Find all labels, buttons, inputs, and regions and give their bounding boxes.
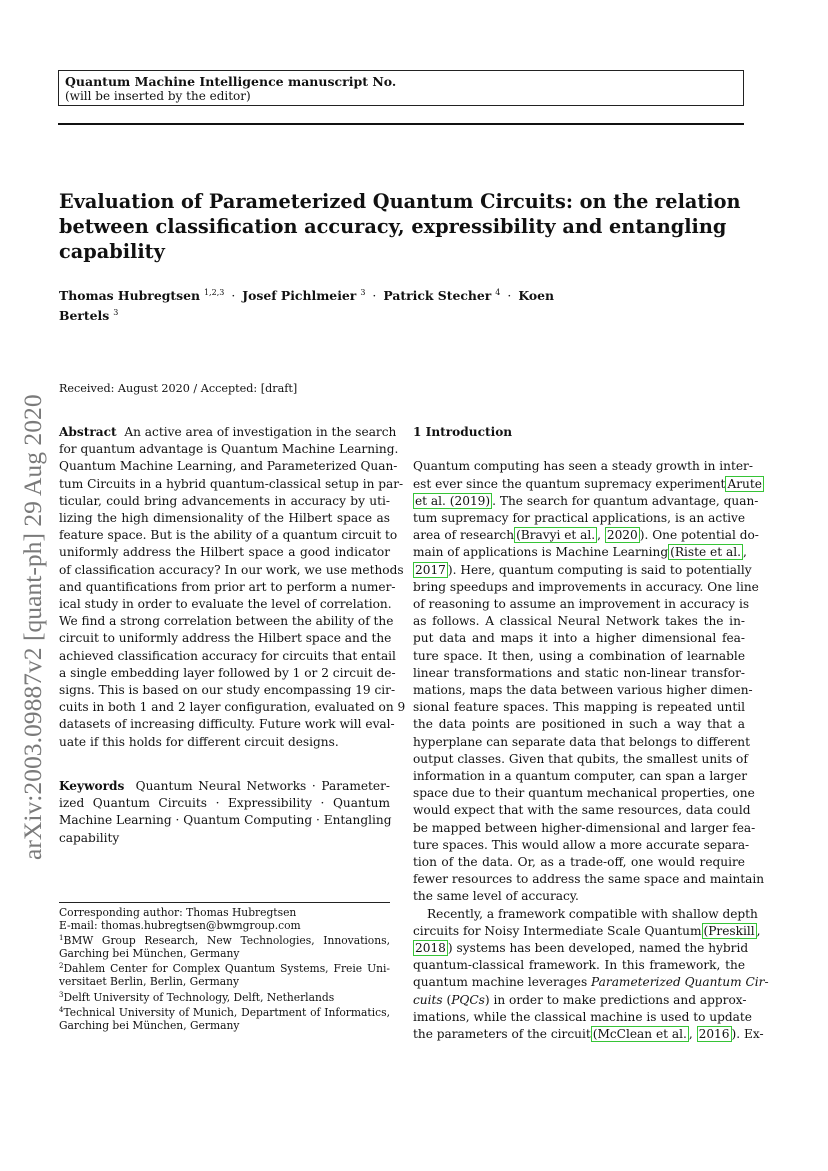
abstract-line: cuits in both 1 and 2 layer configuration, evaluated on 9	[59, 700, 406, 715]
citation-link[interactable]	[413, 493, 492, 509]
author-name: Bertels	[59, 308, 110, 323]
body-line: imations, while the classical machine is used to update	[413, 1009, 752, 1024]
body-text: . The search for quantum advantage, quan-	[492, 493, 759, 508]
affiliation-text: versitaet Berlin, Berlin, Germany	[59, 975, 240, 989]
author-separator: ·	[231, 288, 236, 303]
footnote-number: 2	[59, 962, 64, 971]
author-affiliation: 4	[495, 288, 501, 297]
body-text: ). Here, quantum computing is said to potentially	[447, 562, 752, 577]
body-text: est ever since the quantum supremacy experiment	[413, 476, 726, 491]
keywords-line: capability	[59, 830, 120, 845]
body-line: Quantum computing has seen a steady growth in inter-	[413, 459, 753, 474]
body-line: Recently, a framework compatible with shallow depth	[427, 906, 758, 921]
body-line: quantum-classical framework. In this framework, the	[413, 958, 745, 973]
footnote-number: 1	[59, 934, 64, 943]
abstract-line: circuit to uniformly address the Hilbert space and the	[59, 631, 392, 646]
abstract-line: ical study in order to evaluate the level of correlation.	[59, 597, 392, 612]
journal-name: Quantum Machine Intelligence manuscript No.	[65, 74, 397, 89]
body-text: ) in order to make predictions and approx-	[484, 992, 747, 1007]
body-line: tion of the data. Or, as a trade-off, one would require	[413, 855, 745, 870]
abstract-line: uniformly address the Hilbert space a good indicator	[59, 545, 390, 560]
body-text: the parameters of the circuit	[413, 1027, 591, 1042]
affiliation-text: Garching bei München, Germany	[59, 947, 240, 961]
keywords-line: ized Quantum Circuits · Expressibility · Quantum	[59, 796, 390, 811]
abstract-line: signs. This is based on our study encompassing 19 cir-	[59, 683, 396, 698]
author-affiliation: 3	[113, 308, 119, 317]
emphasis-text: PQCs	[451, 992, 485, 1007]
body-line: space due to their quantum mechanical properties, one	[413, 786, 755, 801]
body-line: of reasoning to assume an improvement in accuracy is	[413, 597, 750, 612]
citation-year: (2019)	[449, 493, 491, 508]
abstract-line: datasets of increasing difficulty. Future work will eval-	[59, 717, 395, 732]
keywords-line: Machine Learning · Quantum Computing · Entangling	[59, 813, 392, 828]
author-name: Josef Pichlmeier	[242, 288, 357, 303]
citation-link[interactable]: 2016	[698, 1027, 730, 1042]
abstract	[59, 424, 406, 751]
body-text: (	[442, 992, 452, 1007]
author-name: Patrick Stecher	[383, 288, 492, 303]
footnote-number: 3	[59, 990, 64, 999]
body-line: ture space. It then, using a combination of learnable	[413, 648, 745, 663]
body-line: be mapped between higher-dimensional and larger fea-	[413, 820, 756, 835]
abstract-line: An active area of investigation in the search	[124, 425, 397, 439]
affiliation-text: Technical University of Munich, Department of Informatics,	[63, 1005, 390, 1019]
affiliation-text: Garching bei München, Germany	[59, 1018, 240, 1032]
abstract-line: and quantifications from prior art to perform a numer-	[59, 579, 396, 594]
editor-note: (will be inserted by the editor)	[65, 89, 251, 103]
footnote-number: 4	[59, 1005, 64, 1014]
citation-link[interactable]: (Riste et al.	[670, 545, 741, 560]
emphasis-text: Parameterized Quantum Cir-	[591, 975, 769, 990]
title-line: capability	[59, 240, 165, 263]
abstract-line: feature space. But is the ability of a quantum circuit to	[59, 528, 398, 543]
citation-link[interactable]: (Bravyi et al.	[516, 528, 596, 543]
received-date: Received: August 2020 / Accepted: [draft]	[59, 382, 298, 395]
body-text: main of applications is Machine Learning	[413, 545, 669, 560]
body-text: ) systems has been developed, named the hybrid	[447, 941, 749, 956]
abstract-line: ticular, could bring advancements in accuracy by uti-	[59, 493, 390, 508]
author-name: Thomas Hubregtsen	[59, 288, 200, 303]
abstract-line: for quantum advantage is Quantum Machine Learning.	[59, 442, 399, 457]
citation-link[interactable]: 2017	[415, 562, 446, 577]
affiliation-text: BMW Group Research, New Technologies, Innovations,	[63, 934, 390, 948]
abstract-line: achieved classification accuracy for circuits that entail	[59, 648, 396, 663]
abstract-line: Quantum Machine Learning, and Parameterized Quan-	[59, 459, 398, 474]
body-line: tum supremacy for practical applications, is an active	[413, 511, 745, 525]
footnotes	[59, 906, 390, 1032]
title-line: between classification accuracy, expressibility and entangling	[59, 215, 727, 238]
body-text: area of research	[413, 528, 515, 543]
body-line: put data and maps it into a higher dimensional fea-	[413, 631, 745, 646]
body-line: output classes. Given that qubits, the smallest units of	[413, 751, 748, 766]
title-line: Evaluation of Parameterized Quantum Circuits: on the relation	[59, 190, 741, 213]
author-separator: ·	[372, 288, 377, 303]
body-line: would expect that with the same resources, data could	[413, 803, 751, 818]
body-text: ). Ex-	[731, 1027, 764, 1042]
body-text: quantum machine leverages	[413, 975, 592, 990]
body-line: the same level of accuracy.	[413, 889, 579, 904]
arxiv-stamp: arXiv:2003.09887v2 [quant-ph] 29 Aug 2020	[18, 394, 47, 860]
author-separator: ·	[507, 288, 512, 303]
author-email: E-mail: thomas.hubregtsen@bwmgroup.com	[59, 919, 301, 933]
body-line: bring speedups and improvements in accuracy. One line	[413, 579, 759, 594]
body-text: ). One potential do-	[639, 528, 759, 543]
abstract-line: uate if this holds for different circuit designs.	[59, 734, 339, 749]
emphasis-text: cuits	[413, 992, 443, 1007]
abstract-line: a single embedding layer followed by 1 or 2 circuit de-	[59, 665, 396, 680]
body-line: the data points are positioned in such a way that a	[413, 717, 745, 732]
introduction: 1 Introduction Quantum computing has seen a steady growth in inter- est ever since the quantum supremacy experiment Arute et al. (2019) . The search for quantum advantage, quan- tum supremacy for practical applications, is an active area of research (Bravyi et al. , 2020 ). One potential do- main of applications is Machine Learning (Riste et al. , 2017 ). Here, quantum computing is said to potentially bring speedups and improvements in accuracy. One line of reasoning to assume an improvement in accuracy is as follows. A classical Neural Network takes the in- put data and maps it into a higher dimensional fea- ture space. It then, using a combination of learnable linear transformations and static non-linear transfor- mations, maps the data between various higher dimen- sional feature spaces. This mapping is repeated until the data points are positioned in such a way that a hyperplane can separate data that belongs to different output classes. Given that qubits, the smallest units of information in a quantum computer, can span a larger space due to their quantum mechanical properties, one would expect that with the same resources, data could be mapped between higher-dimensional and larger fea- ture spaces. This would allow a more accurate separa- tion of the data. Or, as a trade-off, one would require fewer resources to address the same space and maintain the same level of accuracy. Recently, a framework compatible with shallow depth circuits for Noisy Intermediate Scale Quantum (Preskill , 2018 ) systems has been developed, named the hybrid quantum-classical framework. In this framework, the quantum machine leverages Parameterized Quantum Cir- cuits (PQCs) in order to make predictions and approx- imations, while the classical machine is used to update the parameters of the circuit (McClean et al. , 2016 ). Ex-	[413, 425, 769, 1042]
affiliation-text: Delft University of Technology, Delft, Netherlands	[63, 990, 335, 1004]
citation-text: et al.	[415, 493, 446, 508]
section-heading: 1 Introduction	[413, 425, 513, 439]
body-line: ture spaces. This would allow a more accurate separa-	[413, 837, 750, 852]
body-line: linear transformations and static non-linear transfor-	[413, 665, 745, 680]
paper-title	[59, 189, 759, 264]
editor-header-box	[58, 70, 744, 106]
citation-link[interactable]: (McClean et al.	[592, 1027, 687, 1042]
author-list	[59, 284, 619, 324]
keywords-heading: Keywords	[59, 779, 125, 793]
abstract-line: lizing the high dimensionality of the Hilbert space as	[59, 511, 390, 526]
abstract-line: tum Circuits in a hybrid quantum-classical setup in par-	[59, 476, 404, 491]
author-affiliation: 1,2,3	[203, 288, 225, 297]
body-line: mations, maps the data between various higher dimen-	[413, 683, 753, 698]
body-line: sional feature spaces. This mapping is repeated until	[413, 700, 745, 715]
keywords-line: Quantum Neural Networks · Parameter-	[135, 779, 390, 793]
footnote-rule	[59, 902, 390, 903]
abstract-heading: Abstract	[59, 425, 117, 439]
citation-link[interactable]: 2020	[606, 528, 638, 543]
body-line: hyperplane can separate data that belongs to different	[413, 734, 750, 749]
body-text: circuits for Noisy Intermediate Scale Quantum	[413, 923, 702, 938]
citation-link[interactable]: 2018	[415, 941, 446, 956]
body-line: as follows. A classical Neural Network takes the in-	[413, 614, 745, 629]
abstract-line: We find a strong correlation between the ability of the	[59, 614, 394, 629]
author-affiliation: 3	[360, 288, 366, 297]
abstract-line: of classification accuracy? In our work, we use methods	[59, 562, 404, 577]
citation-link[interactable]: (Preskill	[703, 923, 755, 938]
body-line: information in a quantum computer, can span a larger	[413, 769, 748, 784]
body-line: fewer resources to address the same space and maintain	[413, 872, 765, 887]
affiliation-text: Dahlem Center for Complex Quantum Systems, Freie Uni-	[63, 962, 390, 976]
citation-link[interactable]: Arute	[727, 476, 762, 491]
author-name: Koen	[518, 288, 554, 303]
keywords	[59, 778, 390, 847]
corresponding-author: Corresponding author: Thomas Hubregtsen	[59, 906, 297, 919]
header-rule	[58, 123, 744, 125]
